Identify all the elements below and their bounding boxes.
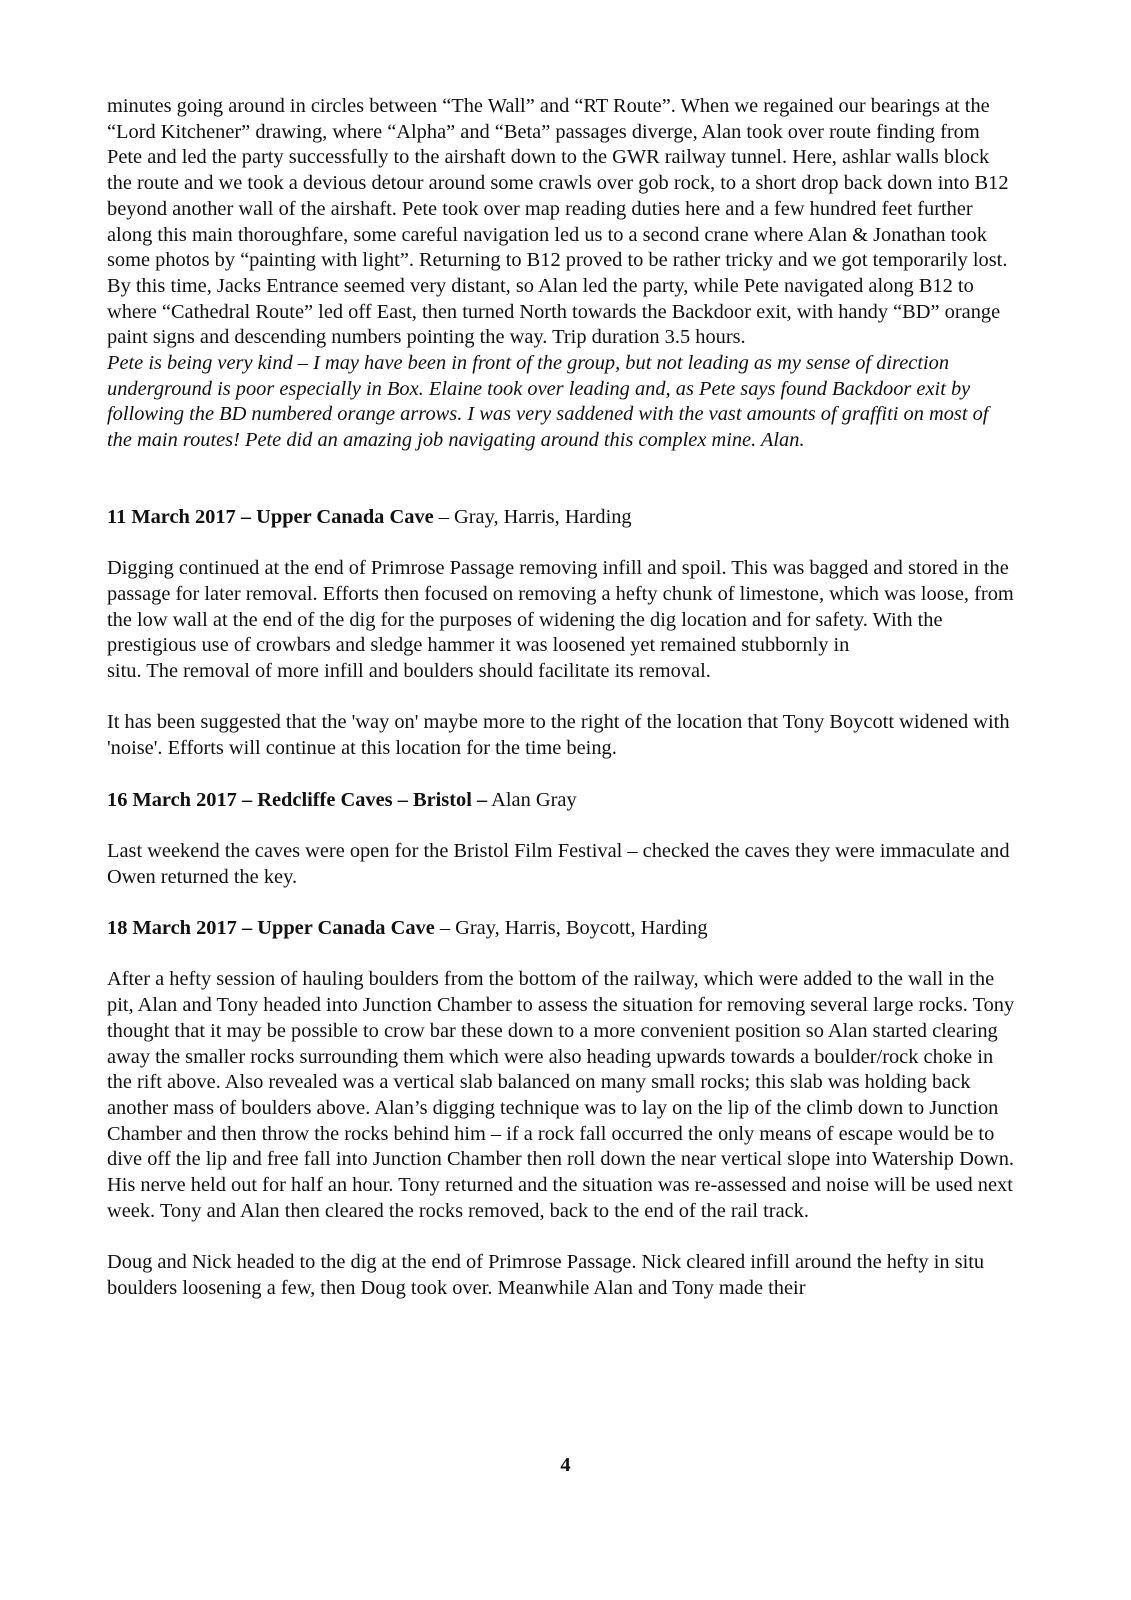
entry-heading-title: 18 March 2017 – Upper Canada Cave bbox=[107, 917, 435, 940]
paragraph-box-trip: minutes going around in circles between “The Wall” and “RT Route”. When we regained our bearings at the “Lord Kitchener” drawing, where “Alpha” and “Beta” passages diverge, Alan took over route finding from Pete and led the party successfully to the airshaft down to the GWR railway tunnel. Here, ashlar walls block the route and we took a devious detour around some crawls over gob rock, to a short drop back down into B12 beyond another wall of the airshaft. Pete took over map reading duties here and a few hundred feet further along this main thoroughfare, some careful navigation led us to a second crane where Alan & Jonathan took some photos by “painting with light”. Returning to B12 proved to be rather tricky and we got temporarily lost. By this time, Jacks Entrance seemed very distant, so Alan led the party, while Pete navigated along B12 to where “Cathedral Route” led off East, then turned North towards the Backdoor exit, with handy “BD” orange paint signs and descending numbers pointing the way. Trip duration 3.5 hours. bbox=[107, 95, 1009, 349]
paragraph-16-march-1: Last weekend the caves were open for the Bristol Film Festival – checked the caves they were immaculate and Owen returned the key. bbox=[107, 839, 1010, 888]
page-number: 4 bbox=[560, 1454, 571, 1476]
entry-heading-names: – Gray, Harris, Boycott, Harding bbox=[434, 917, 708, 940]
entry-heading-names: – Gray, Harris, Harding bbox=[433, 505, 632, 528]
entry-heading-11-march bbox=[107, 505, 1017, 531]
paragraph-18-march-1: After a hefty session of hauling boulders from the bottom of the railway, which were added to the wall in the pit, Alan and Tony headed into Junction Chamber to assess the situation for removing several large rocks. Tony thought that it may be possible to crow bar these down to a more convenient position so Alan started clearing away the smaller rocks surrounding them which were also heading upwards towards a boulder/rock choke in the rift above. Also revealed was a vertical slab balanced on many small rocks; this slab was holding back another mass of boulders above. Alan’s digging technique was to lay on the lip of the climb down to Junction Chamber and then throw the rocks behind him – if a rock fall occurred the only means of escape would be to dive off the lip and free fall into Junction Chamber then roll down the near vertical slope into Watership Down. His nerve held out for half an hour. Tony returned and the situation was re-assessed and noise will be used next week. Tony and Alan then cleared the rocks removed, back to the end of the rail track. bbox=[107, 968, 1015, 1222]
entry-heading-title: 11 March 2017 – Upper Canada Cave bbox=[107, 505, 434, 528]
entry-heading-16-march bbox=[107, 788, 1017, 814]
paragraph-box-note: Pete is being very kind – I may have been in front of the group, but not leading as my sense of direction underground is poor especially in Box. Elaine took over leading and, as Pete says found Backdoor exit by following the BD numbered orange arrows. I was very saddened with the vast amounts of graffiti on most of the main routes! Pete did an amazing job navigating around this complex mine. Alan. bbox=[107, 352, 989, 452]
paragraph-11-march-1b: situ. The removal of more infill and boulders should facilitate its removal. bbox=[107, 660, 711, 683]
document-body bbox=[107, 94, 1017, 1302]
paragraph-11-march-2: It has been suggested that the 'way on' maybe more to the right of the location that Tony Boycott widened with 'noise'. Efforts will continue at this location for the time being. bbox=[107, 711, 1010, 760]
entry-heading-names: Alan Gray bbox=[487, 788, 577, 811]
paragraph-18-march-2: Doug and Nick headed to the dig at the end of Primrose Passage. Nick cleared infill around the hefty in situ boulders loosening a few, then Doug took over. Meanwhile Alan and Tony made their bbox=[107, 1251, 985, 1299]
paragraph-11-march-1a: Digging continued at the end of Primrose Passage removing infill and spoil. This was bagged and stored in the passage for later removal. Efforts then focused on removing a hefty chunk of limestone, which was loose, from the low wall at the end of the dig for the purposes of widening the dig location and for safety. With the prestigious use of crowbars and sledge hammer it was loosened yet remained stubbornly in bbox=[107, 557, 1014, 657]
entry-heading-title: 16 March 2017 – Redcliffe Caves – Bristol – bbox=[107, 788, 488, 811]
entry-heading-18-march bbox=[107, 916, 1017, 942]
